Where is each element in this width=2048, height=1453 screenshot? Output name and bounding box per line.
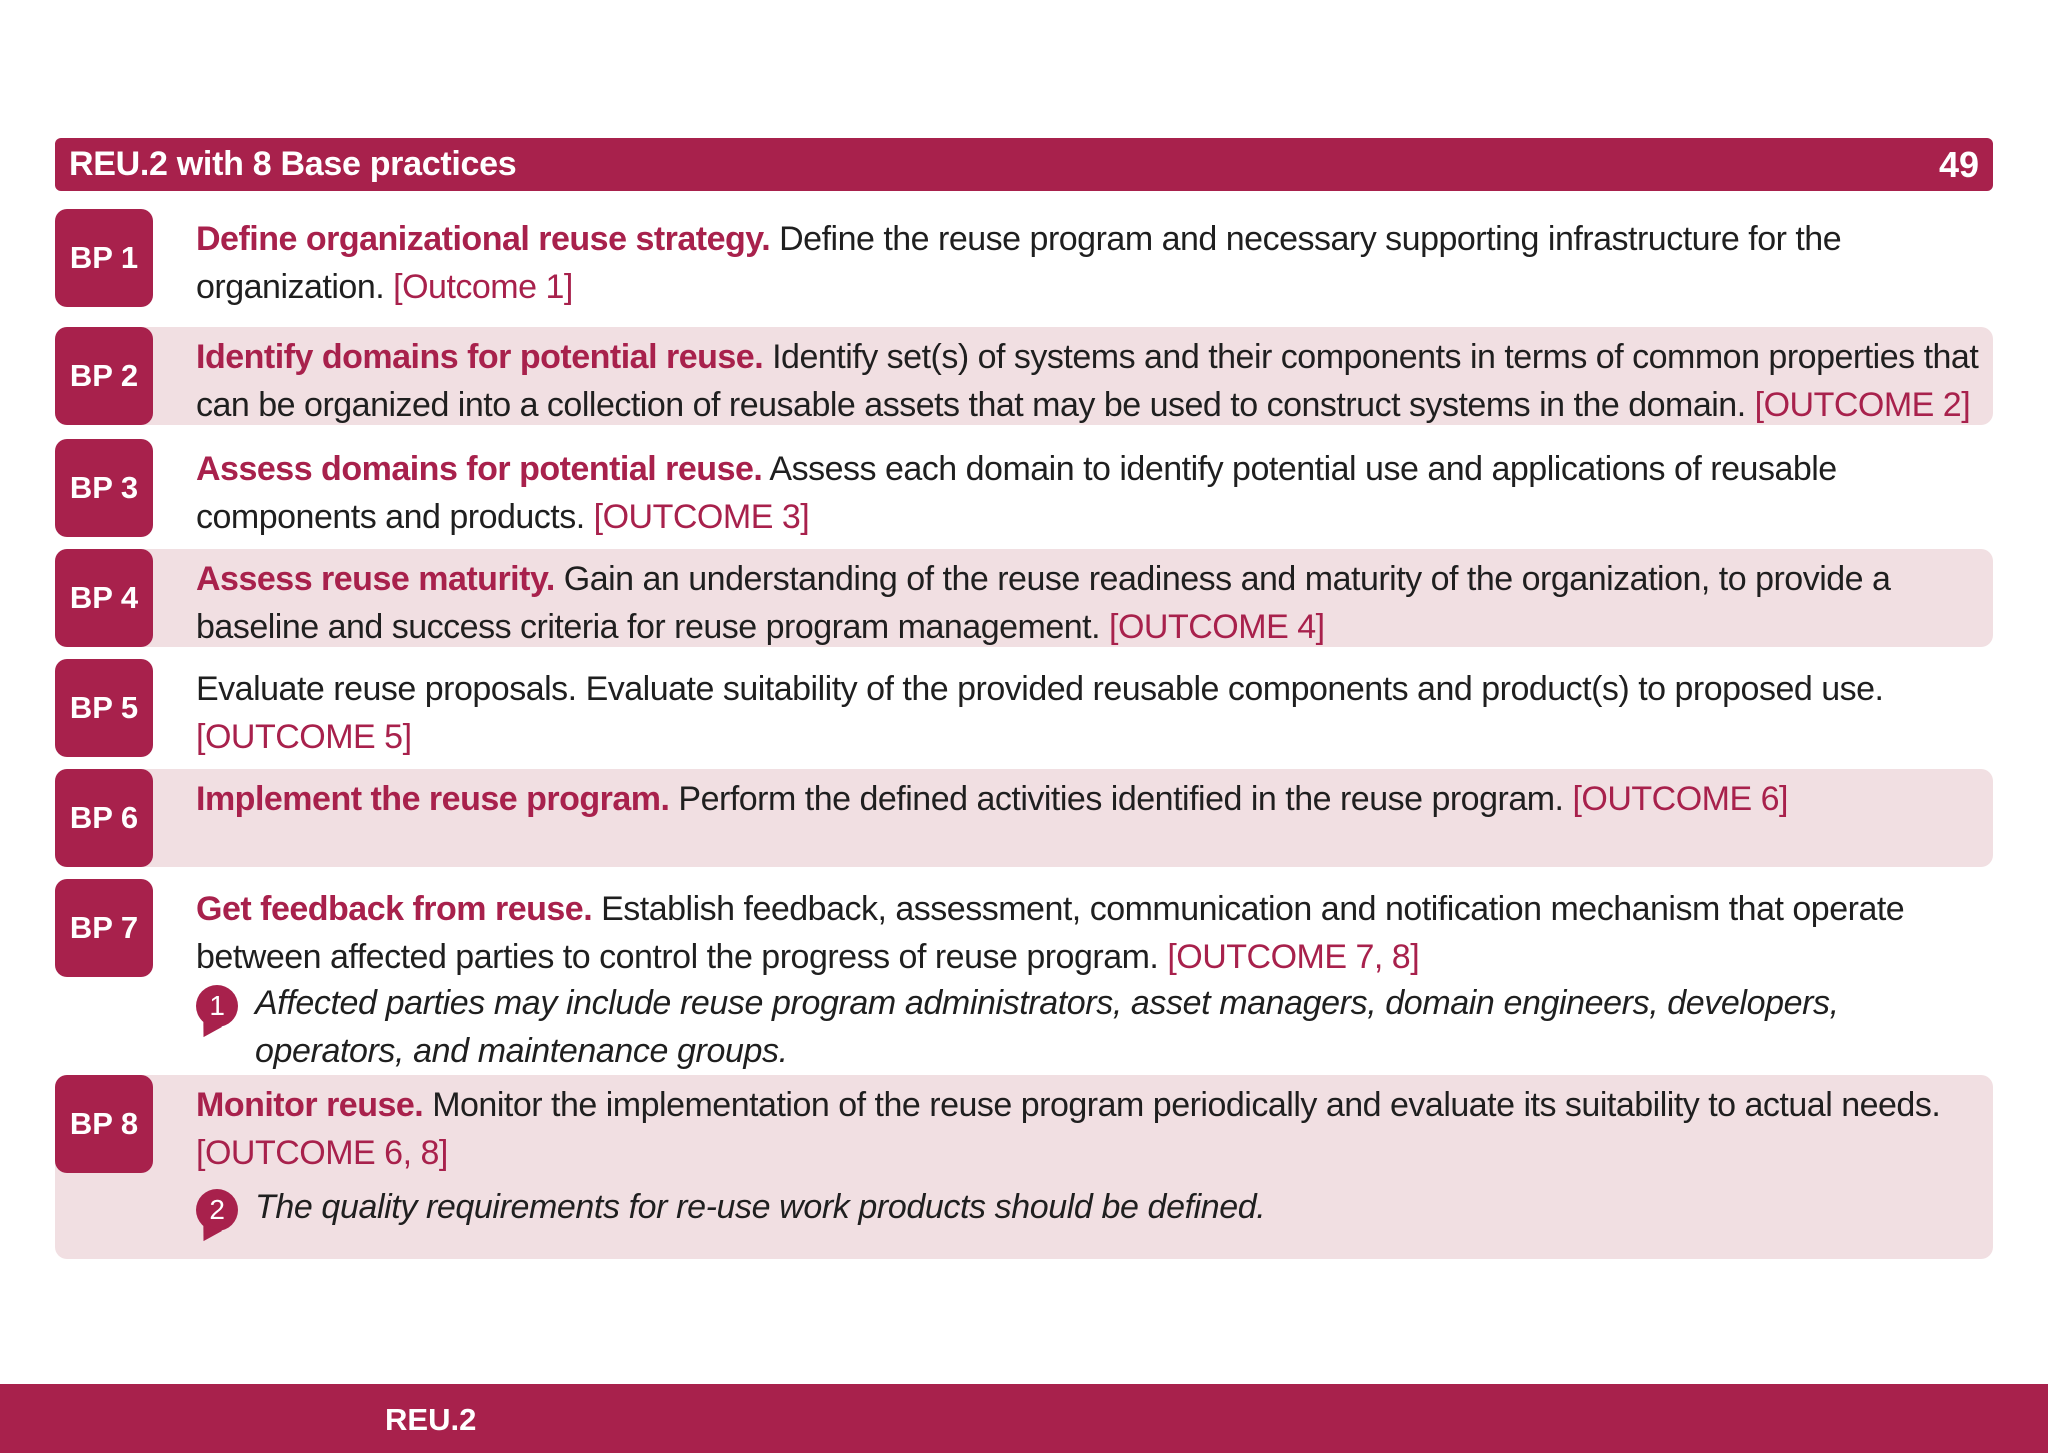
bp-description [196,775,1989,823]
bp-badge: BP 2 [55,327,153,425]
bp-title: Identify domains for potential reuse. [196,338,764,376]
bp-badge: BP 8 [55,1075,153,1173]
bp-badge: BP 5 [55,659,153,757]
bp-body: Identify set(s) of systems and their components in terms of common properties that can be organized into a collection of reusable assets that may be used to construct systems in the domain. [196,338,1979,424]
base-practice-1 [55,209,1993,307]
bp-body: Monitor the implementation of the reuse program periodically and evaluate its suitability to actual needs. [423,1086,1941,1124]
speech-bubble-icon: 2 [196,1189,238,1231]
base-practice-8 [55,1075,1993,1259]
note-text: Affected parties may include reuse program administrators, asset managers, domain engineers, developers, operators, and maintenance groups. [255,984,1839,1070]
speech-bubble-icon: 1 [196,985,238,1027]
bp-body: Assess each domain to identify potential use and applications of reusable components and products. [196,450,1837,536]
bp-title: Implement the reuse program. [196,780,670,818]
bp-badge: BP 6 [55,769,153,867]
bp-body: Gain an understanding of the reuse readiness and maturity of the organization, to provide a baseline and success criteria for reuse program management. [196,560,1891,646]
bp-description [196,885,1989,981]
bp-description [196,215,1989,311]
bp-body: Define the reuse program and necessary supporting infrastructure for the organization. [196,220,1842,306]
base-practice-6 [55,769,1993,867]
bp-title: Define organizational reuse strategy. [196,220,771,258]
bp-badge: BP 3 [55,439,153,537]
page-title: REU.2 with 8 Base practices [69,145,517,183]
base-practice-5 [55,659,1993,757]
bp-outcome: [Outcome 1] [393,268,573,306]
bp-description [196,1081,1989,1177]
bp-description [196,665,1989,761]
bp-note [196,979,1963,1075]
bp-title: Monitor reuse. [196,1086,424,1124]
base-practice-7 [55,879,1993,1069]
page-number: 49 [1938,143,1979,185]
bp-outcome: [OUTCOME 7, 8] [1167,938,1420,976]
bp-outcome: [OUTCOME 6] [1572,780,1788,818]
bp-outcome: [OUTCOME 2] [1754,386,1971,424]
bp-badge: BP 4 [55,549,153,647]
header-bar [55,138,1993,191]
bp-description [196,445,1989,541]
bp-body: Establish feedback, assessment, communication and notification mechanism that operate between affected parties to control the progress of reuse program. [196,890,1905,976]
bp-title: Assess domains for potential reuse. [196,450,763,488]
bp-note [196,1183,1963,1231]
bp-outcome: [OUTCOME 6, 8] [196,1134,448,1172]
bp-outcome: [OUTCOME 4] [1109,608,1325,646]
footer-bar [0,1384,2048,1453]
bp-description [196,333,1989,429]
bp-body: Perform the defined activities identified in the reuse program. [669,780,1573,818]
base-practice-3 [55,439,1993,537]
base-practice-2 [55,327,1993,425]
bp-title: Get feedback from reuse. [196,890,593,928]
bp-outcome: [OUTCOME 5] [196,718,412,756]
bp-outcome: [OUTCOME 3] [593,498,810,536]
bp-badge: BP 1 [55,209,153,307]
bp-badge: BP 7 [55,879,153,977]
bp-title: Assess reuse maturity. [196,560,555,598]
bp-body: Evaluate reuse proposals. Evaluate suitability of the provided reusable components and product(s) to proposed use. [196,670,1884,708]
footer-label: REU.2 [385,1402,477,1437]
note-text: The quality requirements for re-use work products should be defined. [255,1188,1266,1226]
base-practice-4 [55,549,1993,647]
bp-description [196,555,1989,651]
